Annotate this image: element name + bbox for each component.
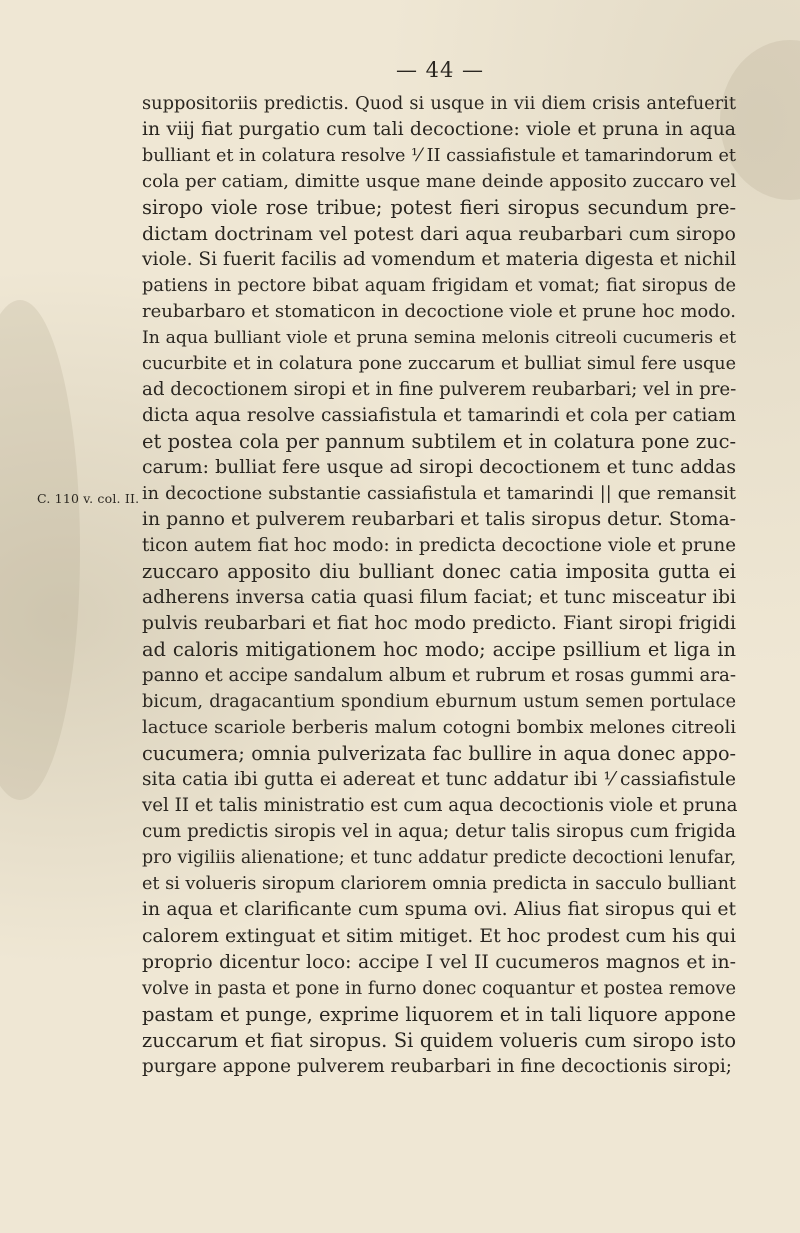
text-line: lactuce scariole berberis malum cotogni bombix melones citreoli [142, 717, 736, 739]
text-line: ad caloris mitigationem hoc modo; accipe psillium et liga in [142, 638, 736, 662]
text-line: reubarbaro et stomaticon in decoctione viole et prune hoc modo. [142, 301, 736, 323]
text-line: bicum, dragacantium spondium eburnum ustum semen portulace [142, 691, 736, 713]
text-line: zuccaro apposito diu bulliant donec catia imposita gutta ei [142, 560, 736, 584]
text-line: dicta aqua resolve cassiafistula et tamarindi et cola per catiam [142, 405, 736, 427]
text-line: pro vigiliis alienatione; et tunc addatur predicte decoctioni lenufar, [142, 848, 736, 869]
page-number: — 44 — [395, 58, 485, 82]
text-line: sita catia ibi gutta ei adereat et tunc addatur ibi ⅟ cassiafistule [142, 769, 736, 791]
text-line: purgare appone pulverem reubarbari in fine decoctionis siropi; [142, 1055, 732, 1077]
text-line: et si volueris siropum clariorem omnia predicta in sacculo bulliant [142, 874, 736, 895]
text-line: in decoctione substantie cassiafistula et tamarindi || que remansit [142, 484, 736, 505]
text-line: pastam et punge, exprime liquorem et in tali liquore appone [142, 1002, 736, 1026]
text-line: siropo viole rose tribue; potest fieri siropus secundum pre- [142, 196, 736, 220]
text-line: carum: bulliat fere usque ad siropi decoctionem et tunc addas [142, 457, 736, 479]
text-line: cucumera; omnia pulverizata fac bullire in aqua donec appo- [142, 742, 736, 766]
text-line: panno et accipe sandalum album et rubrum et rosas gummi ara- [142, 665, 736, 687]
text-line: suppositoriis predictis. Quod si usque in vii diem crisis antefuerit [142, 93, 736, 114]
text-line: calorem extinguat et sitim mitiget. Et hoc prodest cum his qui [142, 925, 736, 947]
text-line: proprio dicentur loco: accipe I vel II cucumeros magnos et in- [142, 951, 736, 973]
text-line: et postea cola per pannum subtilem et in colatura pone zuc- [142, 430, 736, 454]
margin-note: C. 110 v. col. II. [37, 491, 140, 506]
text-line: patiens in pectore bibat aquam frigidam et vomat; fiat siropus de [142, 275, 736, 297]
text-line: in aqua et clarificante cum spuma ovi. Alius fiat siropus qui et [142, 899, 736, 921]
text-line: cum predictis siropis vel in aqua; detur talis siropus cum frigida [142, 821, 736, 843]
text-line: cucurbite et in colatura pone zuccarum et bulliat simul fere usque [142, 354, 736, 375]
text-line: bulliant et in colatura resolve ⅟ II cassiafistule et tamarindorum et [142, 146, 736, 167]
text-line: cola per catiam, dimitte usque mane deinde apposito zuccaro vel [142, 171, 737, 193]
text-line: dictam doctrinam vel potest dari aqua reubarbari cum siropo [142, 223, 736, 246]
text-line: ad decoctionem siropi et in fine pulverem reubarbari; vel in pre- [142, 379, 737, 401]
text-line: in panno et pulverem reubarbari et talis siropus detur. Stoma- [142, 509, 736, 531]
text-line: in viij fiat purgatio cum tali decoctione: viole et pruna in aqua [142, 119, 736, 141]
text-line: vel II et talis ministratio est cum aqua decoctionis viole et pruna [142, 795, 738, 817]
text-line: viole. Si fuerit facilis ad vomendum et materia digesta et nichil [142, 249, 737, 271]
text-line: ticon autem fiat hoc modo: in predicta decoctione viole et prune [142, 535, 736, 557]
body-text [142, 91, 736, 1080]
text-line: In aqua bulliant viole et pruna semina melonis citreoli cucumeris et [142, 328, 736, 349]
text-line: volve in pasta et pone in furno donec coquantur et postea remove [142, 977, 736, 999]
text-line: zuccarum et fiat siropus. Si quidem volueris cum siropo isto [142, 1028, 736, 1052]
paper-stain [0, 300, 80, 800]
text-line: pulvis reubarbari et fiat hoc modo predicto. Fiant siropi frigidi [142, 613, 736, 635]
text-line: adherens inversa catia quasi filum faciat; et tunc misceatur ibi [142, 587, 736, 609]
